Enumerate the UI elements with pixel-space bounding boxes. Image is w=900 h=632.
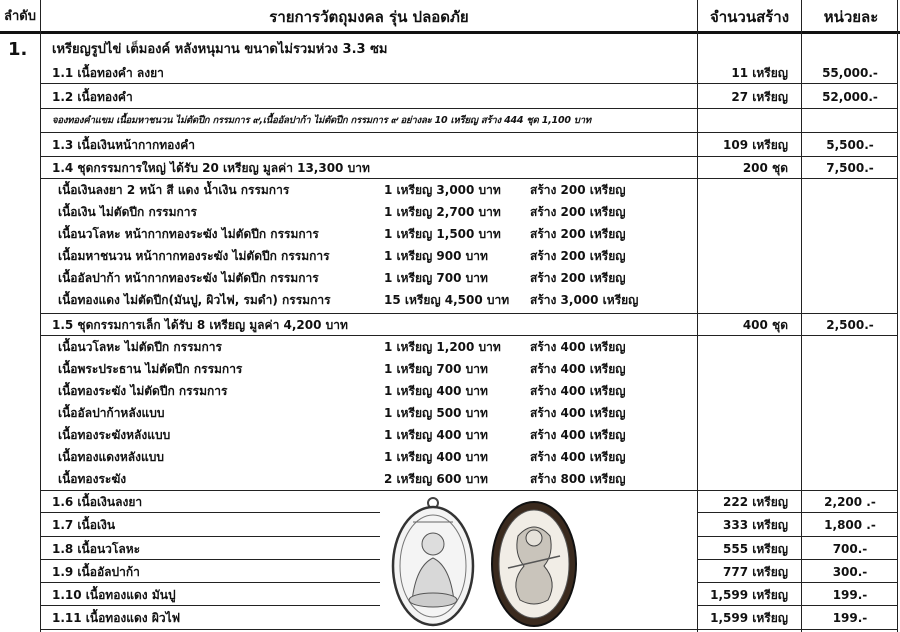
big-set-row-made: สร้าง 200 เหรียญ (530, 205, 626, 219)
item-row: 1.9 เนื้ออัลปาก้า (52, 565, 140, 579)
item-price: 5,500.- (826, 138, 874, 152)
grid-hline (697, 582, 898, 583)
grid-hline (40, 512, 380, 513)
grid-hline (40, 582, 380, 583)
small-set-row-name: เนื้อทองระฆังหลังแบบ (58, 428, 171, 442)
item-made: 11 เหรียญ (731, 66, 788, 80)
header-col-price: หน่วยละ (823, 8, 879, 26)
item-note: จองทองคำแขม เนื้อมหาชนวน ไม่ตัดปีก กรรมการ ๙,เนื้ออัลปาก้า ไม่ตัดปีก กรรมการ ๙ อย่างละ 10 เหรียญ สร้าง 444 ชุด 1,100 บาท (52, 115, 591, 126)
small-set-row-qty: 1 เหรียญ 500 บาท (384, 406, 488, 420)
grid-hline (697, 605, 898, 606)
big-set-row-name: เนื้อทองแดง ไม่ตัดปีก(มันปู, ผิวไฟ, รมดำ) กรรมการ (58, 293, 331, 307)
small-set-row-qty: 1 เหรียญ 400 บาท (384, 384, 488, 398)
big-set-row-made: สร้าง 200 เหรียญ (530, 271, 626, 285)
small-set-row-made: สร้าง 800 เหรียญ (530, 472, 626, 486)
item-price: 2,200 .- (824, 495, 876, 509)
grid-hline (40, 536, 380, 537)
big-set-row-name: เนื้อเงินลงยา 2 หน้า สี แดง น้ำเงิน กรรมการ (58, 183, 290, 197)
item-row: 1.5 ชุดกรรมการเล็ก ได้รับ 8 เหรียญ มูลค่า 4,200 บาท (52, 318, 348, 332)
item-made: 333 เหรียญ (723, 518, 788, 532)
item-made: 109 เหรียญ (723, 138, 788, 152)
small-set-row-name: เนื้อนวโลหะ ไม่ตัดปีก กรรมการ (58, 340, 222, 354)
header-col-no: ลำดับ (4, 9, 36, 24)
grid-hline (697, 512, 898, 513)
item-price: 2,500.- (826, 318, 874, 332)
grid-hline (40, 108, 898, 109)
big-set-row-made: สร้าง 200 เหรียญ (530, 227, 626, 241)
big-set-row-qty: 15 เหรียญ 4,500 บาท (384, 293, 510, 307)
small-set-row-made: สร้าง 400 เหรียญ (530, 428, 626, 442)
item-row: 1.1 เนื้อทองคำ ลงยา (52, 66, 164, 80)
header-col-made: จำนวนสร้าง (709, 8, 790, 26)
small-set-row-made: สร้าง 400 เหรียญ (530, 450, 626, 464)
small-set-row-made: สร้าง 400 เหรียญ (530, 340, 626, 354)
big-set-row-name: เนื้ออัลปาก้า หน้ากากทองระฆัง ไม่ตัดปีก กรรมการ (58, 271, 319, 285)
grid-hline (40, 156, 898, 157)
big-set-row-made: สร้าง 3,000 เหรียญ (530, 293, 639, 307)
big-set-row-made: สร้าง 200 เหรียญ (530, 249, 626, 263)
item-price: 700.- (832, 542, 868, 556)
big-set-row-name: เนื้อมหาชนวน หน้ากากทองระฆัง ไม่ตัดปีก กรรมการ (58, 249, 330, 263)
item-price: 55,000.- (822, 66, 878, 80)
item-row: 1.8 เนื้อนวโลหะ (52, 542, 141, 556)
item-made: 1,599 เหรียญ (710, 611, 788, 625)
small-set-row-name: เนื้อทองระฆัง (58, 472, 127, 486)
item-price: 52,000.- (822, 90, 878, 104)
small-set-row-name: เนื้อทองแดงหลังแบบ (58, 450, 164, 464)
item-price: 7,500.- (826, 161, 874, 175)
header-col-list: รายการวัตถุมงคล รุ่น ปลอดภัย (269, 8, 469, 26)
grid-vline (897, 0, 898, 632)
small-set-row-made: สร้าง 400 เหรียญ (530, 406, 626, 420)
small-set-row-qty: 1 เหรียญ 700 บาท (384, 362, 488, 376)
item-row: 1.10 เนื้อทองแดง มันปู (52, 588, 176, 602)
item-price: 199.- (832, 611, 868, 625)
item-row: 1.2 เนื้อทองคำ (52, 90, 133, 104)
item-made: 400 ชุด (742, 318, 788, 332)
item-made: 200 ชุด (742, 161, 788, 175)
small-set-row-name: เนื้ออัลปาก้าหลังแบบ (58, 406, 165, 420)
row-number: 1. (8, 40, 28, 60)
big-set-row-qty: 1 เหรียญ 900 บาท (384, 249, 488, 263)
medal-front-image (388, 496, 478, 630)
item-price: 1,800 .- (824, 518, 876, 532)
small-set-row-made: สร้าง 400 เหรียญ (530, 384, 626, 398)
big-set-row-qty: 1 เหรียญ 1,500 บาท (384, 227, 501, 241)
grid-hline (40, 559, 380, 560)
grid-hline (40, 132, 898, 133)
item-row: 1.4 ชุดกรรมการใหญ่ ได้รับ 20 เหรียญ มูลค่า 13,300 บาท (52, 161, 370, 175)
small-set-row-name: เนื้อพระประธาน ไม่ตัดปีก กรรมการ (58, 362, 243, 376)
grid-vline (697, 0, 698, 632)
item-price: 199.- (832, 588, 868, 602)
item-title: เหรียญรูปไข่ เต็มองค์ หลังหนุมาน ขนาดไม่รวมห่วง 3.3 ซม (52, 42, 388, 57)
grid-vline (801, 0, 802, 632)
grid-hline (697, 559, 898, 560)
small-set-row-qty: 1 เหรียญ 400 บาท (384, 450, 488, 464)
item-made: 27 เหรียญ (731, 90, 788, 104)
medal-back-image (488, 496, 580, 630)
big-set-row-name: เนื้อนวโลหะ หน้ากากทองระฆัง ไม่ตัดปีก กรรมการ (58, 227, 319, 241)
grid-hline (40, 490, 898, 491)
item-row: 1.7 เนื้อเงิน (52, 518, 116, 532)
small-set-row-made: สร้าง 400 เหรียญ (530, 362, 626, 376)
grid-hline (697, 536, 898, 537)
item-price: 300.- (832, 565, 868, 579)
big-set-row-qty: 1 เหรียญ 700 บาท (384, 271, 488, 285)
big-set-row-qty: 1 เหรียญ 3,000 บาท (384, 183, 501, 197)
grid-vline (40, 0, 41, 632)
item-row: 1.6 เนื้อเงินลงยา (52, 495, 143, 509)
item-made: 1,599 เหรียญ (710, 588, 788, 602)
item-made: 777 เหรียญ (723, 565, 788, 579)
grid-hline (40, 605, 380, 606)
item-made: 222 เหรียญ (723, 495, 788, 509)
big-set-row-made: สร้าง 200 เหรียญ (530, 183, 626, 197)
header-rule (0, 31, 900, 34)
small-set-row-name: เนื้อทองระฆัง ไม่ตัดปีก กรรมการ (58, 384, 228, 398)
small-set-row-qty: 1 เหรียญ 1,200 บาท (384, 340, 501, 354)
item-made: 555 เหรียญ (723, 542, 788, 556)
item-row: 1.11 เนื้อทองแดง ผิวไฟ (52, 611, 181, 625)
item-row: 1.3 เนื้อเงินหน้ากากทองคำ (52, 138, 195, 152)
grid-hline (40, 178, 898, 179)
grid-hline (40, 335, 898, 336)
big-set-row-qty: 1 เหรียญ 2,700 บาท (384, 205, 501, 219)
grid-hline (40, 313, 898, 314)
grid-hline (40, 83, 898, 84)
small-set-row-qty: 2 เหรียญ 600 บาท (384, 472, 488, 486)
small-set-row-qty: 1 เหรียญ 400 บาท (384, 428, 488, 442)
big-set-row-name: เนื้อเงิน ไม่ตัดปีก กรรมการ (58, 205, 197, 219)
